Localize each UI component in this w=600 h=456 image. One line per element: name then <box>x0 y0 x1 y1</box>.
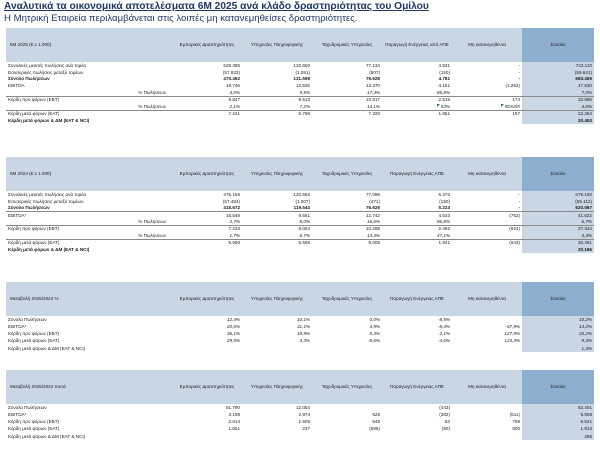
row-label: Συνολικές μεικτές πωλήσεις ανά τομέα <box>8 191 87 197</box>
table-cell: 5,3% <box>369 331 380 337</box>
table-cell: 20.453 <box>522 117 594 124</box>
section-title: 6M 2025 (€ x 1.000) <box>6 28 172 62</box>
table-cell: 157 <box>452 110 522 117</box>
table-cell: (57.484) <box>222 198 240 204</box>
table-cell: (1.051) <box>295 69 310 75</box>
table-cell: 5.796 <box>242 110 312 117</box>
table-row <box>6 330 594 337</box>
table-cell: 22.364 <box>522 110 594 117</box>
table-cell <box>312 433 382 440</box>
table-cell: 4.533 <box>382 212 452 219</box>
column-header: Σύνολο <box>522 28 594 62</box>
table-cell <box>172 345 242 352</box>
table-cell: 1,7% <box>229 232 240 238</box>
table-cell: (150) <box>439 69 450 75</box>
row-label: Σύνολο Πωλήσεων <box>8 404 47 410</box>
table-cell <box>242 433 312 440</box>
table-cell: 3.198 <box>228 411 240 417</box>
table-header-row <box>6 370 594 404</box>
column-header: Εμπορικές Δραστηριότητες <box>172 370 242 404</box>
table-cell: 1.851 <box>382 110 452 117</box>
table-cell: 16,6% <box>366 218 380 224</box>
table-cell: 63.401 <box>522 404 594 411</box>
table-cell: 620.067 <box>522 205 594 212</box>
table-cell <box>452 433 522 440</box>
table-cell: 2,1% <box>229 103 240 109</box>
table-cell: 12.742 <box>312 212 382 219</box>
table-cell: -8,4% <box>437 323 450 329</box>
row-label: % Πωλήσεων <box>138 232 166 238</box>
table-cell <box>452 232 522 239</box>
table-cell: 1.913 <box>522 426 594 433</box>
table-cell: 7,0% <box>522 90 594 97</box>
table-cell: 131.598 <box>293 76 310 82</box>
table-cell: 20,2% <box>522 330 594 337</box>
section-title: Μεταβολή 2025/2024 ποσά <box>6 370 172 404</box>
column-header: Ταχυδρομικές Υπηρεσίες <box>312 157 382 191</box>
table-cell: 10,1% <box>296 316 310 322</box>
table-row <box>6 219 594 226</box>
table-cell <box>312 404 382 411</box>
table-cell: - <box>518 62 520 68</box>
table-cell: 9,5% <box>299 89 310 95</box>
table-cell: 4,8% <box>522 103 594 110</box>
table-cell: 628 <box>372 411 380 417</box>
table-cell: 13,4% <box>366 232 380 238</box>
table-cell: -67,9% <box>505 323 520 329</box>
table-row <box>6 103 594 110</box>
table-cell: (685) <box>369 426 380 432</box>
table-cell: (150) <box>439 198 450 204</box>
table-cell: 683.469 <box>522 76 594 83</box>
table-cell: 31,1% <box>296 323 310 329</box>
table-row <box>6 90 594 97</box>
table-cell: 679.180 <box>522 191 594 198</box>
column-header: Ταχυδρομικές Υπηρεσίες <box>312 28 382 62</box>
page-title: Αναλυτικά τα οικονομικά αποτελέσματα 6Μ 2025 ανά κλάδο δραστηριότητας του Ομίλου <box>4 1 429 12</box>
table-cell: 4,0% <box>229 89 240 95</box>
row-label: Κέρδη προ φόρων (EBT) <box>6 225 172 232</box>
table-row <box>6 338 594 345</box>
table-row <box>6 62 594 69</box>
table-cell: 27.344 <box>522 225 594 232</box>
table-cell: 47.530 <box>522 83 594 90</box>
table-cell: 2.614 <box>228 419 240 425</box>
table-row <box>6 232 594 239</box>
table-cell: 1,4% <box>522 345 594 352</box>
table-header-row <box>6 28 594 62</box>
table-cell: 53% <box>382 103 452 110</box>
table-cell <box>452 246 522 253</box>
table-cell: 800 <box>512 426 520 432</box>
table-cell: 5.559 <box>242 239 312 246</box>
table-cell: 12.525 <box>295 83 310 89</box>
table-cell <box>312 345 382 352</box>
table-cell <box>382 117 452 124</box>
table-cell <box>452 90 522 97</box>
column-header: Παραγωγή Ενέργειας από ΑΠΕ <box>382 28 452 62</box>
table-cell: - <box>518 69 520 75</box>
row-label: Εσωτερικές πωλήσεις μεταξύ τομέων <box>8 198 84 204</box>
table-cell: 18.746 <box>225 83 240 89</box>
table-cell: (511) <box>509 411 520 417</box>
column-header: Παραγωγή Ενέργειας ΑΠΕ <box>382 157 452 191</box>
table-cell <box>452 219 522 226</box>
table-cell: - <box>518 205 520 211</box>
row-label: % Πωλήσεων <box>138 218 166 224</box>
column-header: Εμπορικές Δραστηριότητες <box>172 28 242 62</box>
table-cell: 17,4% <box>366 89 380 95</box>
column-header: Εμπορικές Δραστηριότητες <box>172 157 242 191</box>
row-label: Εσωτερικές πωλήσεις μεταξύ τομέων <box>8 69 84 75</box>
section-title: Μεταβολή 2025/2024 % <box>6 282 172 316</box>
table-cell <box>452 345 522 352</box>
table-cell: 7,2% <box>299 103 310 109</box>
table-cell: 3,7% <box>229 218 240 224</box>
table-cell: (59.112) <box>522 198 594 205</box>
table-cell: 14,2% <box>522 323 594 330</box>
row-label: Κέρδη μετά φόρων & ΔΜ (EAT & NCI) <box>8 246 90 252</box>
row-label: EBITDA* <box>6 212 172 219</box>
row-label: Κέρδη μετά φόρων (EAT) <box>8 426 60 432</box>
table-row <box>6 345 594 352</box>
table-cell: 76.628 <box>365 205 380 211</box>
table-header-row <box>6 282 594 316</box>
table-row <box>6 404 594 411</box>
table-cell: 32.866 <box>522 96 594 103</box>
table-cell: 29,5% <box>226 338 240 344</box>
table-cell: 119.544 <box>293 205 310 211</box>
table-cell <box>382 433 452 440</box>
column-header: Παραγωγή Ενέργειας ΑΠΕ <box>382 282 452 316</box>
table-cell: 2.462 <box>382 225 452 232</box>
table-cell: 12,4% <box>226 316 240 322</box>
table-cell: 5.521 <box>522 418 594 425</box>
section-table-1 <box>6 28 594 124</box>
section-title: 6M 2024 (€ x 1.000) <box>6 157 172 191</box>
table-cell: 5.908 <box>522 411 594 418</box>
table-cell: 13.370 <box>365 83 380 89</box>
table-cell: 10,2% <box>522 316 594 323</box>
table-cell: 288 <box>522 433 594 440</box>
table-row <box>6 426 594 433</box>
table-cell: 8.004 <box>242 225 312 232</box>
column-header: Υπηρεσίες Πληροφορικής <box>242 157 312 191</box>
table-cell: 1.941 <box>382 239 452 246</box>
table-cell: 53 <box>444 419 450 425</box>
table-cell: 9.551 <box>242 212 312 219</box>
row-label: % Πωλήσεων <box>138 103 166 109</box>
table-cell <box>242 345 312 352</box>
table-cell: 7.233 <box>172 225 242 232</box>
table-cell: 14,1% <box>366 103 380 109</box>
table-cell: 5.223 <box>438 205 450 211</box>
row-label: EBITDA* <box>8 323 27 329</box>
table-cell: 10.269 <box>312 225 382 232</box>
row-label: Κέρδη μετά φόρων & ΔΜ (EAT & NCI) <box>8 433 86 439</box>
table-cell: (752) <box>452 212 522 219</box>
table-cell: (90) <box>441 426 450 432</box>
table-cell: 20.451 <box>522 239 594 246</box>
table-row <box>6 191 594 198</box>
table-row <box>6 323 594 330</box>
table-cell: 127,9% <box>504 331 520 337</box>
table-cell: (1.262) <box>505 83 520 89</box>
table-cell: 77.134 <box>365 62 380 68</box>
column-header: Μη κατανεμηθέντα <box>452 370 522 404</box>
table-cell: (1.007) <box>295 198 310 204</box>
table-cell: 470.462 <box>223 76 240 82</box>
table-cell: 77.099 <box>365 191 380 197</box>
table-cell: -4,6% <box>437 338 450 344</box>
row-label: % Πωλήσεων <box>138 89 166 95</box>
table-cell: 36,1% <box>226 331 240 337</box>
table-cell: 86,8% <box>436 89 450 95</box>
table-cell: 5.590 <box>172 239 242 246</box>
row-label: Κέρδη μετά φόρων & ΔΜ (EAT & NCI) <box>8 345 86 351</box>
table-cell: 418.672 <box>223 205 240 211</box>
table-cell <box>382 246 452 253</box>
table-row <box>6 225 594 232</box>
row-label: Κέρδη μετά φόρων (EAT) <box>6 239 172 246</box>
table-cell <box>172 433 242 440</box>
table-cell: 20.166 <box>522 246 594 253</box>
table-cell: 20,6% <box>226 323 240 329</box>
table-cell: (507) <box>369 69 380 75</box>
table-row <box>6 110 594 117</box>
table-cell <box>382 345 452 352</box>
table-cell: (57.933) <box>222 69 240 75</box>
column-header: Σύνολο <box>522 157 594 191</box>
table-cell: 7.241 <box>172 110 242 117</box>
table-row <box>6 418 594 425</box>
table-cell: 0,0% <box>369 316 380 322</box>
table-cell: 15.548 <box>172 212 242 219</box>
table-cell: 132.650 <box>293 62 310 68</box>
table-row <box>6 239 594 246</box>
row-label: Σύνολο Πωλήσεων <box>8 205 50 211</box>
table-row <box>6 69 594 76</box>
table-cell: 76.628 <box>365 76 380 82</box>
table-row <box>6 433 594 440</box>
table-cell: 10.817 <box>312 96 382 103</box>
table-row <box>6 96 594 103</box>
table-cell: 6,7% <box>522 219 594 226</box>
table-cell: (382) <box>439 411 450 417</box>
table-row <box>6 198 594 205</box>
table-cell: 548 <box>372 419 380 425</box>
row-label: Κέρδη προ φόρων (EBT) <box>8 331 60 337</box>
table-cell: (624) <box>452 225 522 232</box>
table-cell: 2.515 <box>382 96 452 103</box>
table-cell: 798 <box>512 419 520 425</box>
error-flag-icon <box>501 104 504 107</box>
row-label: Κέρδη μετά φόρων (EAT) <box>6 110 172 117</box>
row-label: Σύνολο Πωλήσεων <box>8 316 47 322</box>
table-cell: 476.156 <box>223 191 240 197</box>
table-cell <box>312 117 382 124</box>
table-cell: 4.781 <box>438 76 450 82</box>
table-row <box>6 76 594 83</box>
table-cell <box>312 246 382 253</box>
table-row <box>6 246 594 253</box>
row-label: Κέρδη προ φόρων (EBT) <box>8 419 60 425</box>
table-cell: 9.513 <box>242 96 312 103</box>
column-header: Εμπορικές Δραστηριότητες <box>172 282 242 316</box>
table-cell: #DIV/0! <box>452 103 522 110</box>
table-cell: 6,7% <box>299 232 310 238</box>
table-cell: 1.651 <box>228 426 240 432</box>
table-cell: 9.847 <box>172 96 242 103</box>
table-cell: 9,4% <box>522 338 594 345</box>
row-label: Συνολικές μεικτές πωλήσεις ανά τομέα <box>8 62 87 68</box>
table-cell: 86,8% <box>436 218 450 224</box>
table-cell: 5.373 <box>438 191 450 197</box>
table-cell: (443) <box>439 404 450 410</box>
table-row <box>6 83 594 90</box>
column-header: Παραγωγή Ενέργειας ΑΠΕ <box>382 370 452 404</box>
row-label: Σύνολο Πωλήσεων <box>8 76 50 82</box>
table-cell: (471) <box>369 198 380 204</box>
table-row <box>6 205 594 212</box>
table-cell <box>242 246 312 253</box>
column-header: Μη κατανεμηθέντα <box>452 282 522 316</box>
table-cell: - <box>518 198 520 204</box>
section-table-2 <box>6 157 594 253</box>
row-label: Κέρδη μετά φόρων & ΔΜ (EAT & NCI) <box>8 117 90 123</box>
table-cell: 4.931 <box>438 62 450 68</box>
table-row <box>6 117 594 124</box>
table-cell: - <box>518 191 520 197</box>
table-cell <box>452 316 522 323</box>
table-row <box>6 212 594 219</box>
row-label: EBITDA* <box>8 411 27 417</box>
section-table-3 <box>6 282 594 352</box>
table-cell: (59.641) <box>522 69 594 76</box>
table-cell: 124,3% <box>504 338 520 344</box>
table-cell: 2,1% <box>439 331 450 337</box>
table-cell: 174 <box>452 96 522 103</box>
table-row <box>6 411 594 418</box>
table-cell: 528.395 <box>223 62 240 68</box>
table-cell: 743.110 <box>522 62 594 69</box>
table-cell: 47,1% <box>436 232 450 238</box>
column-header: Σύνολο <box>522 282 594 316</box>
table-cell: - <box>518 76 520 82</box>
column-header: Σύνολο <box>522 370 594 404</box>
table-cell: 7.320 <box>312 110 382 117</box>
table-cell: (643) <box>452 239 522 246</box>
table-cell: 41.622 <box>522 212 594 219</box>
table-cell: 120.552 <box>293 191 310 197</box>
table-cell <box>452 117 522 124</box>
column-header: Ταχυδρομικές Υπηρεσίες <box>312 282 382 316</box>
table-cell: 4,9% <box>369 323 380 329</box>
table-cell <box>172 117 242 124</box>
table-cell: 1.509 <box>298 419 310 425</box>
table-cell: 4.151 <box>438 83 450 89</box>
table-cell: 237 <box>302 426 310 432</box>
column-header: Υπηρεσίες Πληροφορικής <box>242 370 312 404</box>
column-header: Υπηρεσίες Πληροφορικής <box>242 282 312 316</box>
table-cell: 4,3% <box>299 338 310 344</box>
table-cell: 51.790 <box>225 404 240 410</box>
table-cell <box>242 117 312 124</box>
table-cell: 4,4% <box>522 232 594 239</box>
column-header: Ταχυδρομικές Υπηρεσίες <box>312 370 382 404</box>
row-label: EBITDA <box>8 83 25 89</box>
table-cell: 18,9% <box>296 331 310 337</box>
table-cell <box>452 404 522 411</box>
section-table-4 <box>6 370 594 440</box>
table-cell: 8.005 <box>312 239 382 246</box>
column-header: Μη κατανεμηθέντα <box>452 28 522 62</box>
table-cell: 8,0% <box>299 218 310 224</box>
table-cell: 2.974 <box>298 411 310 417</box>
table-cell: -8,6% <box>367 338 380 344</box>
row-label: Κέρδη μετά φόρων (EAT) <box>8 338 60 344</box>
table-cell: -8,5% <box>437 316 450 322</box>
table-row <box>6 316 594 323</box>
row-label: Κέρδη προ φόρων (EBT) <box>6 96 172 103</box>
table-header-row <box>6 157 594 191</box>
table-cell <box>172 246 242 253</box>
column-header: Μη κατανεμηθέντα <box>452 157 522 191</box>
table-cell: 12.054 <box>295 404 310 410</box>
column-header: Υπηρεσίες Πληροφορικής <box>242 28 312 62</box>
error-flag-icon <box>437 104 440 107</box>
page-subtitle: Η Μητρική Εταιρεία περιλαμβάνεται στις λοιπές μη κατανεμηθείσες δραστηριότητες. <box>4 13 358 24</box>
